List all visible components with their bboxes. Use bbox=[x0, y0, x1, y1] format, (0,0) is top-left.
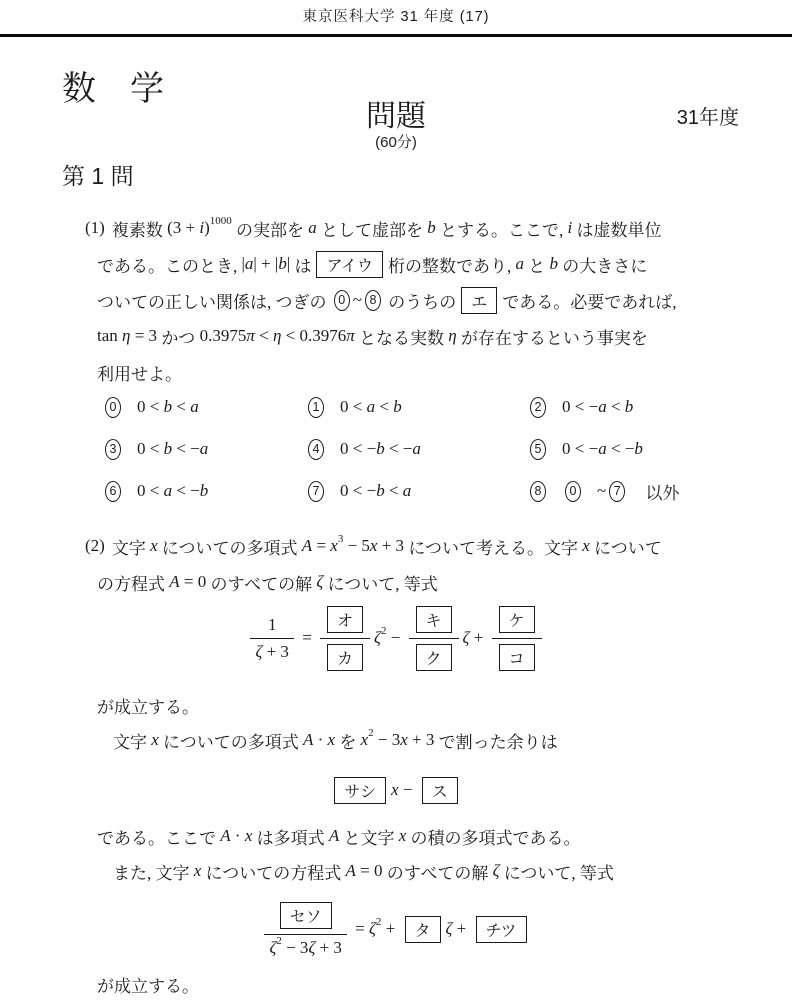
exam-duration: (60分) bbox=[375, 134, 417, 151]
math-variable: a bbox=[163, 481, 173, 500]
math-variable: a bbox=[598, 439, 607, 458]
answer-box: チツ bbox=[476, 916, 527, 943]
text-run: かつ bbox=[157, 328, 200, 348]
math-variable: a bbox=[366, 397, 376, 416]
math-roman: − 5 bbox=[343, 536, 370, 555]
text-run: は虚数単位 bbox=[572, 220, 662, 240]
math-variable: ζ bbox=[316, 572, 324, 591]
math-roman: + 3 bbox=[315, 938, 342, 957]
text-run: について, 等式 bbox=[499, 863, 614, 883]
math-variable: a bbox=[412, 439, 421, 458]
math-variable: b bbox=[624, 397, 634, 416]
q1-line-3 bbox=[85, 282, 745, 318]
circled-number: 4 bbox=[308, 439, 324, 460]
circled-number: 8 bbox=[530, 481, 546, 502]
fraction-numerator bbox=[263, 615, 282, 638]
circled-number: 6 bbox=[105, 481, 121, 502]
answer-box: ケ bbox=[499, 606, 535, 633]
text-run: である。ここで bbox=[97, 828, 221, 848]
math-roman: < − bbox=[606, 439, 635, 458]
math-roman: 0 < − bbox=[340, 481, 377, 500]
choice-item bbox=[527, 397, 740, 418]
math-roman: = 0 bbox=[179, 572, 207, 591]
text-run: 桁の整数であり, bbox=[388, 256, 516, 276]
choice-item bbox=[102, 397, 305, 418]
math-roman: + 3 bbox=[407, 730, 435, 749]
q1-number: (1) bbox=[85, 218, 105, 237]
fraction-denominator bbox=[250, 638, 293, 662]
choice-formula bbox=[562, 479, 679, 504]
math-roman: | bbox=[241, 254, 245, 273]
math-variable: a bbox=[308, 218, 317, 237]
q2-number: (2) bbox=[85, 536, 105, 555]
math-variable: x bbox=[151, 730, 159, 749]
question-1 bbox=[85, 210, 745, 390]
text-run: について bbox=[589, 538, 662, 558]
math-roman: − bbox=[386, 628, 405, 647]
math-roman: − 3 bbox=[281, 938, 309, 957]
circled-number: 7 bbox=[308, 481, 324, 502]
math-variable: b bbox=[199, 481, 209, 500]
math-variable: η bbox=[272, 326, 282, 345]
math-variable: x bbox=[398, 826, 407, 845]
answer-box: アイウ bbox=[316, 251, 383, 278]
answer-box: キ bbox=[416, 606, 452, 633]
text-run: についての多項式 bbox=[157, 538, 302, 558]
text-run: についての方程式 bbox=[201, 863, 346, 883]
text-run: のうちの bbox=[383, 292, 457, 312]
math-variable: ζ bbox=[369, 919, 376, 938]
text-run: また, 文字 bbox=[113, 863, 194, 883]
header-divider bbox=[0, 34, 792, 37]
math-variable: η bbox=[448, 326, 457, 345]
exam-title: 問題 bbox=[366, 100, 426, 133]
math-roman: ) bbox=[204, 218, 210, 237]
math-roman: 0 < bbox=[340, 397, 367, 416]
math-roman: 0.3975 bbox=[199, 326, 247, 345]
math-variable: A bbox=[169, 572, 180, 591]
superscript: 2 bbox=[375, 916, 382, 928]
circled-number: 0 bbox=[105, 397, 121, 418]
math-variable: b bbox=[376, 439, 385, 458]
math-roman: · bbox=[313, 730, 328, 749]
choice-item bbox=[102, 481, 305, 502]
text-run: 以外 bbox=[641, 483, 680, 503]
math-roman: < − bbox=[384, 439, 413, 458]
text-run: ~ bbox=[597, 481, 607, 500]
q2-also-line bbox=[113, 853, 614, 889]
math-roman: 0 < − bbox=[562, 439, 599, 458]
math-roman: = bbox=[312, 536, 331, 555]
math-roman: < bbox=[254, 326, 273, 345]
q1-line-4 bbox=[85, 318, 745, 354]
text-run: 文字 bbox=[113, 732, 152, 752]
math-variable: b bbox=[427, 218, 436, 237]
choice-item bbox=[527, 479, 740, 504]
math-roman: = 3 bbox=[130, 326, 158, 345]
circled-number: 2 bbox=[530, 397, 546, 418]
fraction bbox=[320, 604, 370, 673]
math-variable: A bbox=[345, 861, 356, 880]
text-run: のすべての解 bbox=[206, 574, 317, 594]
choice-item bbox=[305, 439, 527, 460]
math-variable: x bbox=[150, 536, 158, 555]
fraction-denominator bbox=[409, 638, 459, 673]
math-roman: + bbox=[381, 919, 400, 938]
math-roman: < − bbox=[172, 481, 200, 500]
math-variable: b bbox=[163, 397, 173, 416]
q1-line-1 bbox=[85, 210, 745, 246]
choice-formula bbox=[137, 439, 208, 459]
text-run: として虚部を bbox=[316, 220, 428, 240]
fraction-denominator bbox=[320, 638, 370, 673]
text-run: 文字 bbox=[111, 538, 151, 558]
math-roman: | bbox=[286, 254, 291, 273]
fraction-denominator bbox=[264, 934, 346, 958]
math-variable: a bbox=[190, 397, 199, 416]
math-roman: 0 < − bbox=[340, 439, 377, 458]
text-run: で割った余りは bbox=[434, 732, 558, 752]
fraction-numerator bbox=[409, 604, 459, 638]
answer-box: カ bbox=[327, 644, 363, 671]
math-variable: A bbox=[328, 826, 340, 845]
superscript: 2 bbox=[276, 935, 282, 947]
math-roman: 0 < bbox=[137, 439, 164, 458]
math-variable: b bbox=[278, 254, 287, 273]
math-variable: ζ bbox=[445, 919, 453, 938]
math-roman: = 0 bbox=[355, 861, 383, 880]
circled-number: 7 bbox=[609, 481, 625, 502]
q2-line-2 bbox=[85, 564, 745, 600]
text-run: が成立する。 bbox=[97, 976, 199, 996]
section-title: 第 1 問 bbox=[62, 163, 134, 189]
math-variable: A bbox=[302, 730, 314, 749]
choice-formula bbox=[340, 439, 421, 459]
text-run: のすべての解 bbox=[382, 863, 493, 883]
superscript: 3 bbox=[337, 533, 344, 545]
answer-box: ク bbox=[416, 644, 452, 671]
answer-box: セソ bbox=[280, 902, 332, 929]
math-variable: A bbox=[220, 826, 231, 845]
subject-title: 数 学 bbox=[62, 70, 164, 108]
math-roman: < − bbox=[172, 439, 200, 458]
text-run: は多項式 bbox=[252, 828, 329, 848]
math-variable: x bbox=[244, 826, 253, 845]
fraction bbox=[409, 604, 459, 673]
math-variable: a bbox=[244, 254, 254, 273]
answer-box: サシ bbox=[334, 777, 386, 804]
choice-formula bbox=[340, 481, 411, 501]
text-run: について考える。文字 bbox=[404, 538, 583, 558]
circled-number: 8 bbox=[365, 290, 381, 311]
math-variable: b bbox=[634, 439, 643, 458]
answer-box: エ bbox=[461, 287, 497, 314]
text-run: は bbox=[290, 256, 312, 276]
math-variable: x bbox=[400, 730, 408, 749]
math-variable: x bbox=[360, 730, 369, 749]
q2-holds-line-1 bbox=[97, 687, 199, 723]
math-roman: · bbox=[230, 826, 245, 845]
math-roman: < bbox=[375, 397, 394, 416]
circled-number: 1 bbox=[308, 397, 324, 418]
math-roman: < bbox=[606, 397, 625, 416]
math-roman: | + | bbox=[253, 254, 279, 273]
equation-zeta-fractions bbox=[0, 602, 792, 674]
math-variable: π bbox=[246, 326, 255, 345]
math-variable: a bbox=[199, 439, 209, 458]
text-run: とする。ここで, bbox=[435, 220, 568, 240]
q2-line-1 bbox=[85, 528, 745, 564]
math-variable: ζ bbox=[374, 628, 381, 647]
math-roman: = bbox=[350, 919, 370, 938]
math-variable: i bbox=[199, 218, 205, 237]
text-run: と文字 bbox=[339, 828, 399, 848]
choice-item bbox=[527, 439, 740, 460]
math-variable: ζ bbox=[269, 938, 277, 957]
math-variable: x bbox=[391, 780, 399, 799]
fraction-denominator bbox=[492, 638, 542, 673]
page-header: 東京医科大学 31 年度 (17) bbox=[302, 9, 490, 25]
math-variable: x bbox=[369, 536, 378, 555]
question-2 bbox=[85, 528, 745, 600]
answer-box: コ bbox=[499, 644, 535, 671]
q1-line-5 bbox=[85, 354, 745, 390]
text-run: ついての正しい関係は, つぎの bbox=[97, 292, 331, 312]
text-run: である。必要であれば, bbox=[502, 292, 677, 312]
math-roman: + bbox=[469, 628, 488, 647]
circled-number: 5 bbox=[530, 439, 546, 460]
text-run: についての多項式 bbox=[158, 732, 303, 752]
math-roman: < bbox=[172, 397, 191, 416]
math-variable: ζ bbox=[255, 641, 263, 661]
text-run: 複素数 bbox=[111, 220, 168, 240]
text-run: ~ bbox=[352, 290, 362, 309]
math-roman: < 0.3976 bbox=[281, 326, 347, 345]
math-variable: b bbox=[163, 439, 173, 458]
text-run: の実部を bbox=[231, 220, 309, 240]
math-roman: tan bbox=[97, 326, 123, 345]
math-variable: ζ bbox=[492, 861, 500, 880]
answer-box: オ bbox=[327, 606, 363, 633]
answer-box: ス bbox=[422, 777, 458, 804]
math-roman: 1 bbox=[267, 614, 277, 634]
superscript: 1000 bbox=[209, 215, 232, 227]
circled-number: 3 bbox=[105, 439, 121, 460]
text-run: が成立する。 bbox=[97, 697, 199, 717]
text-run: の積の多項式である。 bbox=[406, 828, 581, 848]
math-roman: = bbox=[297, 628, 317, 647]
choice-item bbox=[102, 439, 305, 460]
choice-item bbox=[305, 481, 527, 502]
q2-polynomial-line bbox=[113, 722, 558, 758]
text-run: が存在するという事実を bbox=[456, 328, 648, 348]
math-variable: η bbox=[122, 326, 131, 345]
fraction bbox=[250, 615, 293, 662]
superscript: 2 bbox=[368, 727, 374, 739]
math-variable: ζ bbox=[462, 628, 470, 647]
fraction bbox=[492, 604, 542, 673]
math-variable: a bbox=[515, 254, 525, 273]
q2-holds-line-2 bbox=[97, 966, 199, 1000]
math-variable: i bbox=[567, 218, 573, 237]
fraction bbox=[264, 900, 346, 958]
text-run: を bbox=[335, 732, 361, 752]
choice-formula bbox=[562, 397, 633, 417]
fraction-numerator bbox=[492, 604, 542, 638]
math-roman: 0 < bbox=[137, 481, 164, 500]
math-variable: b bbox=[549, 254, 559, 273]
math-variable: a bbox=[402, 481, 412, 500]
math-variable: A bbox=[301, 536, 313, 555]
math-variable: b bbox=[393, 397, 402, 416]
superscript: 2 bbox=[380, 625, 387, 637]
text-run: である。このとき, bbox=[97, 256, 242, 276]
math-variable: x bbox=[330, 536, 338, 555]
circled-number: 0 bbox=[565, 481, 581, 502]
fraction-numerator bbox=[320, 604, 370, 638]
answer-box: タ bbox=[405, 916, 441, 943]
math-roman: < bbox=[384, 481, 403, 500]
math-variable: a bbox=[598, 397, 607, 416]
choice-formula bbox=[340, 397, 402, 417]
math-variable: x bbox=[193, 861, 202, 880]
text-run: の大きさに bbox=[558, 256, 648, 276]
choice-formula bbox=[137, 397, 199, 417]
choice-item bbox=[305, 397, 527, 418]
math-variable: b bbox=[376, 481, 385, 500]
choices-grid bbox=[102, 386, 740, 512]
fraction-numerator bbox=[273, 900, 339, 934]
choice-formula bbox=[137, 481, 208, 501]
math-roman: − 3 bbox=[373, 730, 401, 749]
q2-product-line bbox=[97, 818, 581, 854]
math-variable: x bbox=[582, 536, 590, 555]
exam-year: 31年度 bbox=[676, 107, 739, 129]
text-run: について, 等式 bbox=[323, 574, 438, 594]
choice-formula bbox=[562, 439, 643, 459]
math-variable: ζ bbox=[308, 938, 316, 957]
math-variable: π bbox=[346, 326, 355, 345]
math-roman: + 3 bbox=[377, 536, 405, 555]
math-roman: + bbox=[452, 919, 471, 938]
math-roman: 0 < bbox=[137, 397, 164, 416]
math-roman: 0 < − bbox=[562, 397, 599, 416]
equation-zeta-quadratic bbox=[0, 894, 792, 964]
math-roman: − bbox=[398, 780, 417, 799]
text-run: となる実数 bbox=[354, 328, 449, 348]
math-roman: + 3 bbox=[262, 641, 289, 661]
math-roman: (3 + bbox=[167, 218, 200, 237]
math-variable: x bbox=[327, 730, 336, 749]
circled-number: 0 bbox=[334, 290, 350, 311]
text-run: 利用せよ。 bbox=[97, 364, 182, 384]
text-run: の方程式 bbox=[97, 574, 170, 594]
text-run: と bbox=[524, 256, 550, 276]
equation-remainder bbox=[0, 770, 792, 810]
q1-line-2 bbox=[85, 246, 745, 282]
